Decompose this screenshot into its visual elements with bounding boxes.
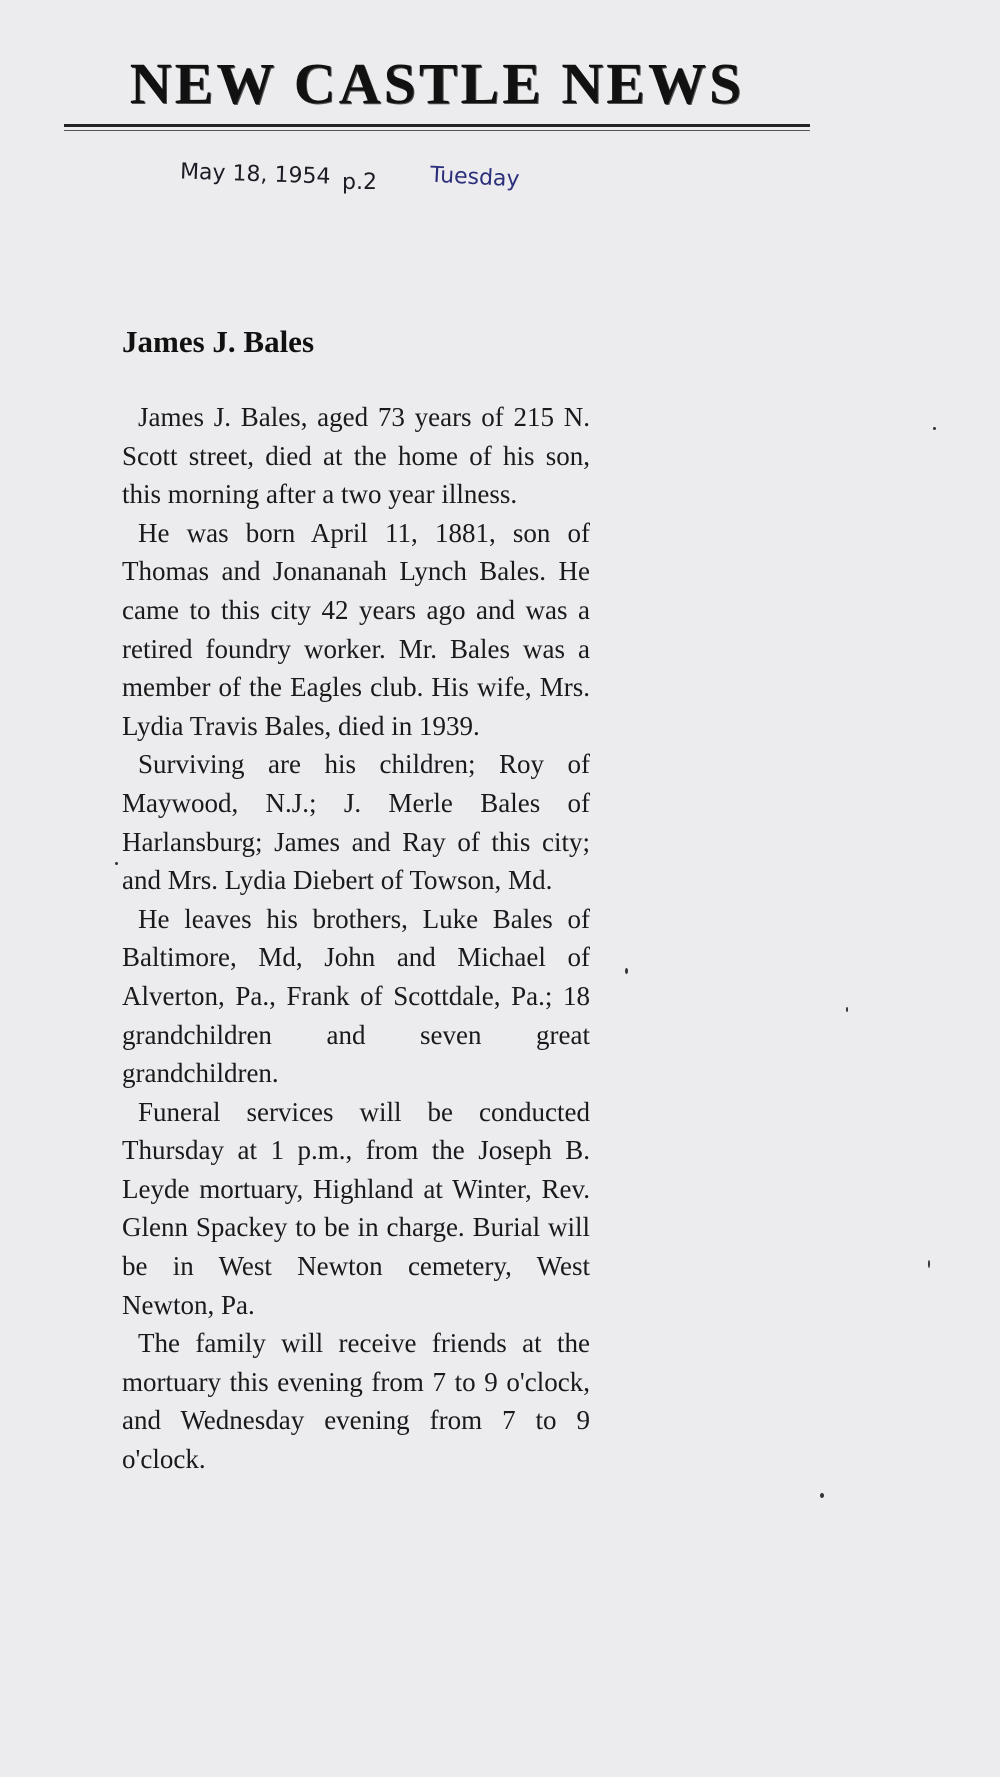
obituary-clipping bbox=[122, 322, 590, 1479]
scan-speck bbox=[846, 1007, 848, 1012]
masthead-rule bbox=[64, 124, 810, 127]
scan-speck bbox=[625, 968, 628, 974]
handwritten-day: Tuesday bbox=[429, 162, 521, 193]
newspaper-masthead bbox=[64, 48, 810, 131]
masthead-rule-thin bbox=[64, 130, 810, 131]
article-paragraph: The family will receive friends at the mortuary this evening from 7 to 9 o'clock, and Wednesday evening from 7 to 9 o'clock. bbox=[122, 1328, 590, 1475]
handwritten-date: May 18, 1954 bbox=[179, 159, 331, 190]
article-paragraph: Funeral services will be conducted Thursday at 1 p.m., from the Joseph B. Leyde mortuary, Highland at Winter, Rev. Glenn Spackey to be in charge. Burial will be in West Newton cemetery, West Newton, Pa. bbox=[122, 1096, 590, 1320]
scan-speck bbox=[928, 1260, 930, 1268]
newspaper-name: NEW CASTLE NEWS bbox=[129, 51, 745, 116]
scan-speck bbox=[933, 427, 936, 430]
handwritten-page: p.2 bbox=[342, 170, 377, 195]
scan-speck bbox=[820, 1493, 824, 1498]
scan-speck bbox=[115, 862, 118, 865]
article-paragraph: He was born April 11, 1881, son of Thomas and Jonananah Lynch Bales. He came to this city 42 years ago and was a retired foundry worker. Mr. Bales was a member of the Eagles club. His wife, Mrs. Lydia Travis Bales, died in 1939. bbox=[122, 517, 590, 741]
article-paragraph: Surviving are his children; Roy of Maywood, N.J.; J. Merle Bales of Harlansburg; James and Ray of this city; and Mrs. Lydia Diebert of Towson, Md. bbox=[122, 749, 590, 896]
obituary-headline: James J. Bales bbox=[122, 324, 315, 359]
article-paragraph: James J. Bales, aged 73 years of 215 N. Scott street, died at the home of his son, this morning after a two year illness. bbox=[122, 402, 590, 510]
article-paragraph: He leaves his brothers, Luke Bales of Baltimore, Md, John and Michael of Alverton, Pa., Frank of Scottdale, Pa.; 18 grandchildren and seven great grandchildren. bbox=[122, 903, 590, 1089]
